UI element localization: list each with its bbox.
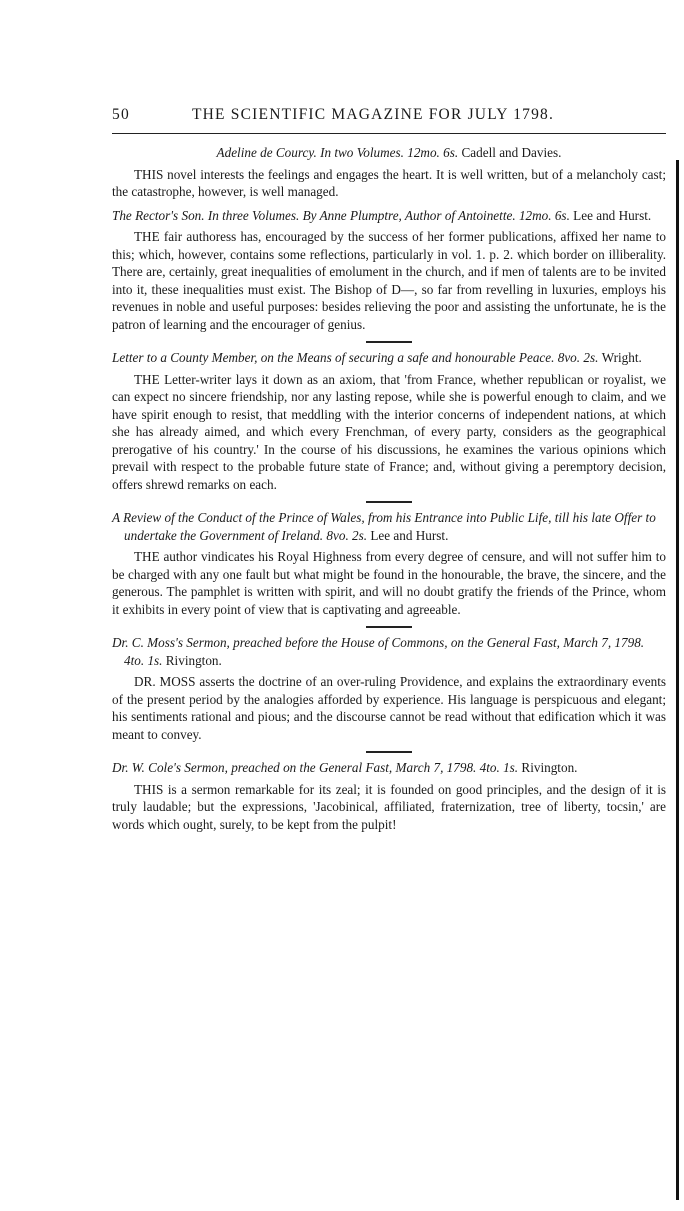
review-prince-of-wales	[112, 509, 666, 618]
header-rule	[112, 133, 666, 134]
review-body: DR. MOSS asserts the doctrine of an over-ruling Providence, and explains the extraordinary events of the present period by the analogies afforded by experience. His language is perspicuous and elegant; his sentiments rational and pious; and the discourse cannot be read without that edification which it was meant to convey.	[112, 674, 666, 742]
review-rectors-son	[112, 207, 666, 334]
review-details: 4to. 1s.	[479, 760, 519, 775]
review-body: THE Letter-writer lays it down as an axiom, that 'from France, whether republican or royalist, we can expect no sincere friendship, nor any lasting repose, while she is powerful enough to claim, and we have spirit enough to resist, that meddling with the interior concerns of independent nations, at which she has already aimed, and which every Frenchman, of every party, considers as the geographical prerogative of his country.' In the course of his discussions, he examines the various opinions which prevail with respect to the probable future state of France; and, without giving a peremptory decision, offers shrewd remarks on each.	[112, 371, 666, 492]
review-title: Letter to a County Member, on the Means of securing a safe and honourable Peace.	[112, 350, 555, 365]
review-details: 8vo. 2s.	[557, 350, 599, 365]
review-publisher: Rivington.	[521, 760, 578, 775]
review-moss-sermon	[112, 634, 666, 743]
review-title: Adeline de Courcy.	[216, 145, 317, 160]
review-publisher: Cadell and Davies.	[461, 145, 562, 160]
section-divider	[366, 341, 412, 343]
section-divider	[366, 626, 412, 628]
review-details: 8vo. 2s.	[326, 527, 368, 543]
review-body: THE author vindicates his Royal Highness from every degree of censure, and will not suffer him to be charged with any one fault but what might be found in the honourable, the brave, the sincere, and the generous. The pamphlet is written with spirit, and will no doubt gratify the friends of the Prince, whom it exhibits in every point of view that is captivating and agreeable.	[112, 549, 666, 617]
review-publisher: Rivington.	[165, 652, 222, 668]
review-publisher: Wright.	[601, 350, 642, 365]
review-details: 4to. 1s.	[124, 652, 163, 668]
review-adeline	[112, 144, 666, 201]
review-title: Dr. C. Moss's Sermon, preached before the House of Commons, on the General Fast, March 7, 1798.	[112, 635, 645, 650]
review-body: THIS novel interests the feelings and engages the heart. It is well written, but of a melancholy cast; the catastrophe, however, is well managed.	[112, 166, 666, 199]
review-publisher: Lee and Hurst.	[573, 207, 652, 223]
page-number: 50	[112, 106, 130, 123]
review-letter-county-member	[112, 349, 666, 493]
reviews-column	[112, 140, 666, 833]
review-details: In two Volumes. 12mo. 6s.	[320, 145, 459, 160]
section-divider	[366, 751, 412, 753]
page-edge-line	[676, 160, 679, 1200]
review-title: Dr. W. Cole's Sermon, preached on the General Fast, March 7, 1798.	[112, 760, 477, 775]
review-details: Anne Plumptre, Author of Antoinette. 12mo. 6s.	[319, 207, 570, 223]
review-body: THE fair authoress has, encouraged by the success of her former publications, affixed her name to this; which, however, contains some reflections, particularly in vol. 1. p. 2. which border on illiberality. There are, certainly, great inequalities of emolument in the church, and if men of talents are to be invited into it, these inequalities must exist. The Bishop of D—, so far from revelling in luxuries, employs his revenues in noble and useful purposes: besides relieving the poor and assisting the unfortunate, he is the patron of learning and the encourager of genius.	[112, 229, 666, 332]
review-title: A Review of the Conduct of the Prince of Wales, from his Entrance into Public Life, till his late Offer to undertake the Government of Ireland.	[112, 510, 656, 543]
section-divider	[366, 501, 412, 503]
running-title: THE SCIENTIFIC MAGAZINE FOR JULY 1798.	[192, 106, 555, 123]
review-cole-sermon	[112, 759, 666, 833]
review-title: The Rector's Son. In three Volumes. By	[112, 207, 317, 223]
review-body: THIS is a sermon remarkable for its zeal; it is founded on good principles, and the design of it is truly laudable; but the expressions, 'Jacobinical, affiliated, fraternization, tree of liberty, tocsin,' are words which ought, surely, to be kept from the pulpit!	[112, 781, 666, 832]
review-publisher: Lee and Hurst.	[370, 527, 449, 543]
